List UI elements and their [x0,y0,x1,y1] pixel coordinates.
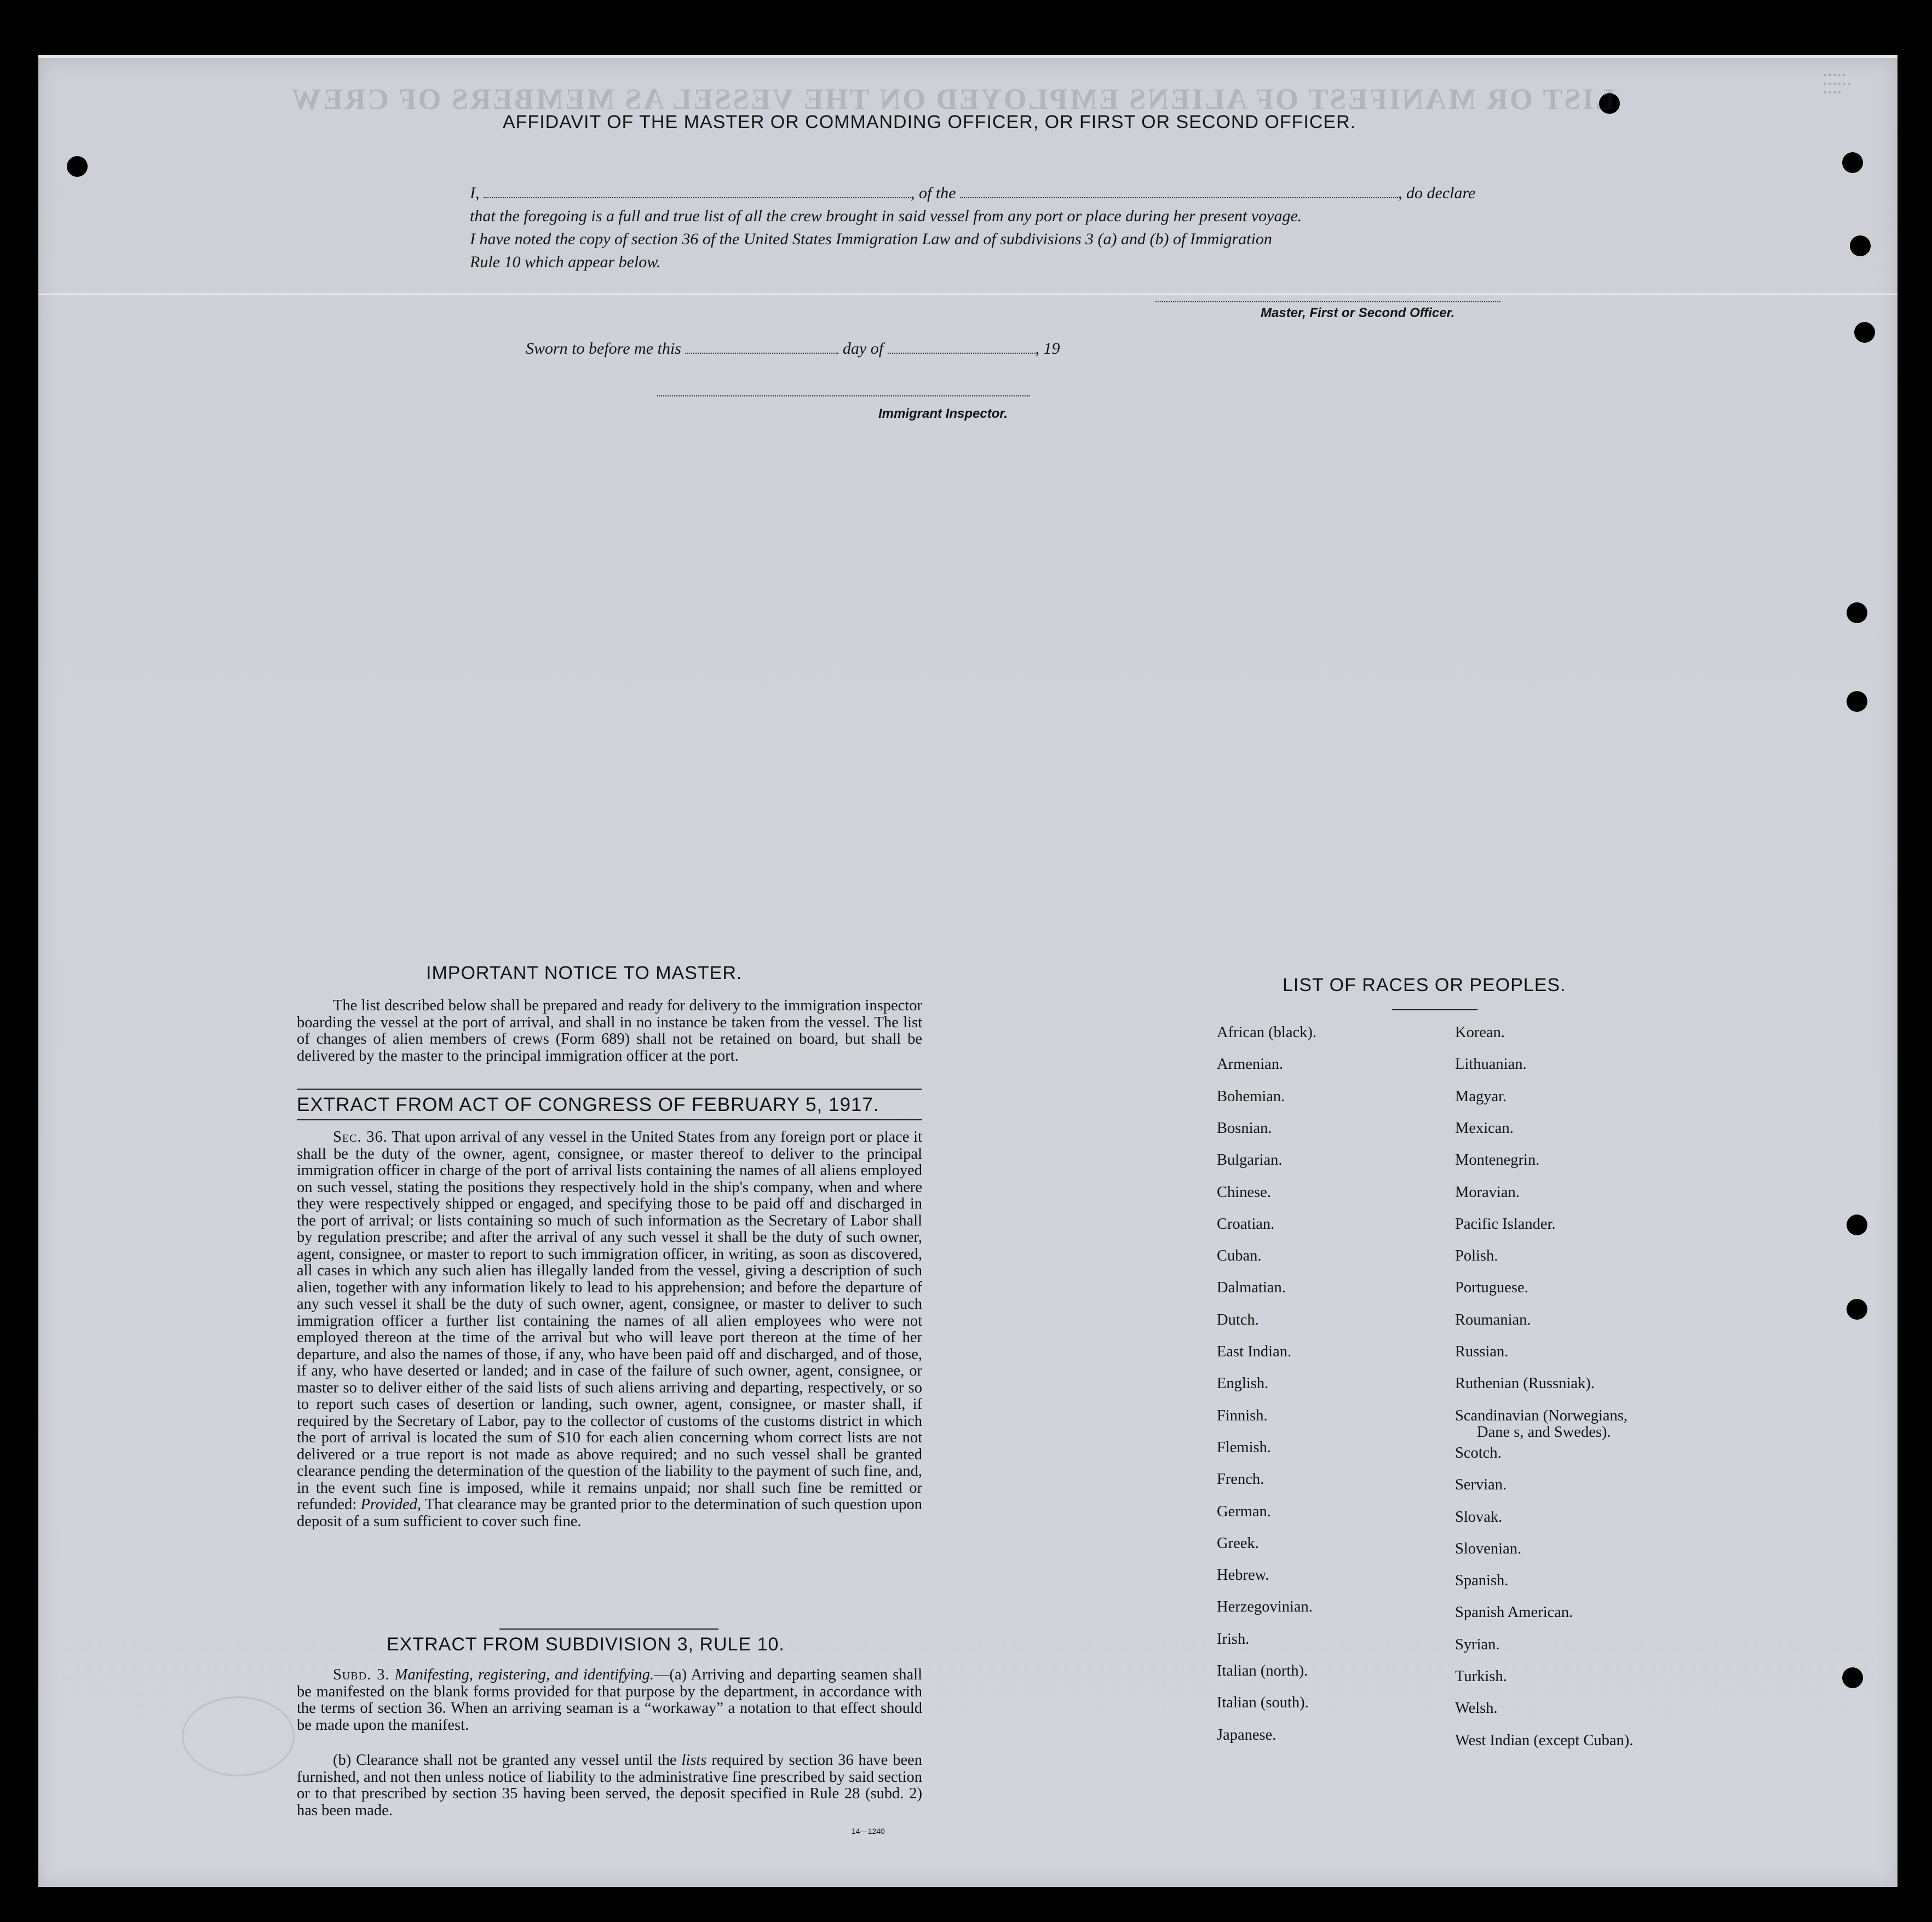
race-item: African (black). [1217,1024,1316,1041]
race-item: Polish. [1455,1247,1498,1265]
race-item: Moravian. [1455,1183,1520,1201]
form-number: 14—1240 [852,1827,885,1835]
race-item: Flemish. [1217,1438,1271,1456]
subd-label: Subd. 3. [333,1666,390,1683]
race-item: Dutch. [1217,1311,1259,1328]
vessel-blank[interactable] [960,197,1398,198]
section-label: Sec. 36. [333,1129,388,1146]
document-sheet [38,55,1898,1887]
affidavit-line-1 [470,182,1510,205]
affidavit-line-3: I have noted the copy of section 36 of the United States Immigration Law and of subdivisions 3 (a) and (b) of Immigration [470,230,1272,248]
subd-3-paragraph-a [297,1667,922,1734]
section-36-body-a: That upon arrival of any vessel in the United States from any foreign port or place it shall be the duty of the owner, agent, consignee, or master thereof to deliver to the principal immigration officer in charge of the port of arrival lists containing the names of all aliens employed on such vessel, stating the positions they respectively hold in the ship's company, when and where they were respectively shipped or engaged, and specifying those to be paid off and discharged in the port of arrival; or lists containing so much of such information as the Secretary of Labor shall by regulation prescribe; and after the arrival of any such vessel it shall be the duty of such owner, agent, consignee, or master to report to such immigration officer, in writing, as soon as discovered, all cases in which any such alien has illegally landed from the vessel, giving a description of such alien, together with any information likely to lead to his apprehension; and before the departure of any such vessel it shall be the duty of such owner, agent, consignee, or master to deliver to such immigration officer a further list containing the names of all alien employees who were not employed thereon at the time of the arrival but who will leave port thereon at the time of her departure, and also the names of those, if any, who have been paid off and discharged, and of those, if any, who have deserted or landed; and in case of the failure of such owner, agent, consignee, or master so to deliver either of the said lists of such aliens arriving and departing, respectively, or so to report such cases of desertion or landing, such owner, agent, consignee, or master shall, if required by the Secretary of Labor, pay to the collector of customs of the customs district in which the port of arrival is located the sum of $10 for each alien concerning whom correct lists are not delivered or a true report is not made as above required; and no such vessel shall be granted clearance pending the determination of the question of the liability to the payment of such fine, and, in the event such fine is imposed, while it remains unpaid; nor shall such fine be remitted or refunded: [297,1129,922,1513]
subd-para-a: —(a) Arriving and departing seamen shall be manifested on the blank forms provided for that purpose by the department, in accordance with the terms of section 36. When an arriving seaman is a “workaway” a notation to that effect should be made upon the manifest. [297,1666,922,1734]
race-item: Russian. [1455,1343,1509,1360]
race-item: Italian (north). [1217,1662,1308,1679]
race-item: Servian. [1455,1476,1507,1494]
race-item: Korean. [1455,1024,1505,1041]
subd-heading: Manifesting, registering, and identifying. [394,1666,654,1683]
race-item: Slovak. [1455,1508,1503,1526]
race-item: West Indian (except Cuban). [1455,1731,1634,1749]
race-item: Roumanian. [1455,1311,1531,1328]
race-item: Dane s, and Swedes). [1477,1423,1611,1441]
extract-rule-title: EXTRACT FROM SUBDIVISION 3, RULE 10. [387,1634,785,1655]
affidavit-title: AFFIDAVIT OF THE MASTER OR COMMANDING OFFICER, OR FIRST OR SECOND OFFICER. [503,112,1356,133]
punch-hole [1847,1215,1867,1235]
race-item: Pacific Islander. [1455,1215,1556,1233]
punch-hole [1842,152,1863,173]
punch-hole [1847,602,1867,623]
race-item: Spanish. [1455,1572,1509,1590]
divider [297,1119,922,1120]
section-36-body-b: That clearance may be granted prior to the determination of such question upon deposit of a sum sufficient to cover such fine. [297,1496,923,1530]
race-item: Herzegovinian. [1217,1598,1313,1616]
race-item: Armenian. [1217,1056,1284,1073]
subd-3-paragraph-b [297,1752,922,1819]
race-item: Irish. [1217,1630,1250,1648]
punch-hole [1847,1299,1867,1320]
sworn-year: , 19 [1035,339,1060,358]
race-item: East Indian. [1217,1343,1292,1360]
race-item: English. [1217,1375,1269,1392]
races-title-underline [1392,1009,1477,1010]
race-item: Magyar. [1455,1087,1507,1105]
race-item: Welsh. [1455,1700,1498,1717]
subd-para-b-b: required by section 36 have been furnished, and not then unless notice of liability to the administrative fine prescribed by said section or to that prescribed by section 35 having been served, the deposit specified in Rule 28 (subd. 2) has been made. [297,1752,923,1819]
race-item: Italian (south). [1217,1694,1309,1712]
race-item: Bosnian. [1217,1119,1272,1137]
affidavit-do-declare: , do declare [1398,184,1476,202]
punch-hole [1842,1667,1863,1688]
race-item: Lithuanian. [1455,1056,1527,1073]
master-signature-line[interactable] [1155,301,1500,302]
notice-title: IMPORTANT NOTICE TO MASTER. [426,963,743,983]
affidavit-line-4: Rule 10 which appear below. [470,253,661,271]
race-item: Greek. [1217,1534,1259,1552]
race-item: Finnish. [1217,1407,1268,1424]
bleed-through-heading: LIST OR MANIFEST OF ALIENS EMPLOYED ON THE VESSEL AS MEMBERS OF CREW [290,83,1615,116]
affidavit-text [470,182,1510,274]
sworn-month-blank[interactable] [888,353,1036,354]
affidavit-line-2: that the foregoing is a full and true list of all the crew brought in said vessel from any port or place during her present voyage. [470,207,1302,225]
subd-para-b-a: (b) Clearance shall not be granted any vessel until the [333,1752,677,1769]
bleed-through-rows [230,433,239,635]
race-item: Slovenian. [1455,1540,1522,1557]
punch-hole [1850,235,1871,256]
races-title: LIST OF RACES OR PEOPLES. [1283,975,1566,995]
punch-hole [1854,322,1875,343]
extract-act-title: EXTRACT FROM ACT OF CONGRESS OF FEBRUARY 5, 1917. [297,1094,879,1115]
sworn-line [526,339,1060,358]
race-item: Portuguese. [1455,1279,1528,1297]
race-item: Japanese. [1217,1726,1277,1743]
inspector-signature-line[interactable] [657,395,1030,396]
race-item: Scotch. [1455,1444,1502,1461]
race-item: Montenegrin. [1455,1152,1540,1169]
name-blank[interactable] [484,197,911,198]
sworn-text: Sworn to before me this [526,339,681,358]
corner-form-print: ▪ ▪ ▪ ▪ ▪ ▪ ▪ ▪ ▪ ▪ ▪ ▪ ▪ ▪ ▪ [1824,70,1851,96]
provided-word: Provided, [360,1496,421,1513]
subd-para-b-lists: lists [681,1752,707,1769]
race-item: Scandinavian (Norwegians, [1455,1407,1628,1424]
race-item: Spanish American. [1455,1604,1573,1621]
race-item: Cuban. [1217,1247,1262,1265]
punch-hole [67,156,88,177]
divider [297,1089,922,1090]
page-fold-line [38,294,1898,295]
divider [499,1628,718,1630]
sworn-day-blank[interactable] [685,353,838,354]
race-item: German. [1217,1503,1271,1520]
race-item: Croatian. [1217,1215,1275,1233]
master-signature-label: Master, First or Second Officer. [1261,306,1455,320]
affidavit-i: I, [470,184,480,202]
punch-hole [1847,691,1867,712]
race-item: Dalmatian. [1217,1279,1286,1297]
affidavit-of-the: , of the [911,184,956,202]
faded-stamp [182,1696,295,1776]
race-item: Ruthenian (Russniak). [1455,1375,1595,1392]
race-item: Turkish. [1455,1668,1507,1685]
section-36-text [297,1129,922,1530]
race-item: Hebrew. [1217,1567,1269,1584]
notice-body: The list described below shall be prepared and ready for delivery to the immigration inspector boarding the vessel at the port of arrival, and shall in no instance be taken from the vessel. The list of changes of alien members of crews (Form 689) shall not be retained on board, but shall be delivered by the master to the principal immigration officer at the port. [297,997,922,1064]
inspector-label: Immigrant Inspector. [878,406,1008,421]
race-item: French. [1217,1471,1264,1488]
race-item: Mexican. [1455,1119,1514,1137]
race-item: Bulgarian. [1217,1152,1283,1169]
race-item: Syrian. [1455,1636,1500,1653]
race-item: Bohemian. [1217,1087,1285,1105]
sworn-day-of: day of [842,339,884,358]
race-item: Chinese. [1217,1183,1271,1201]
